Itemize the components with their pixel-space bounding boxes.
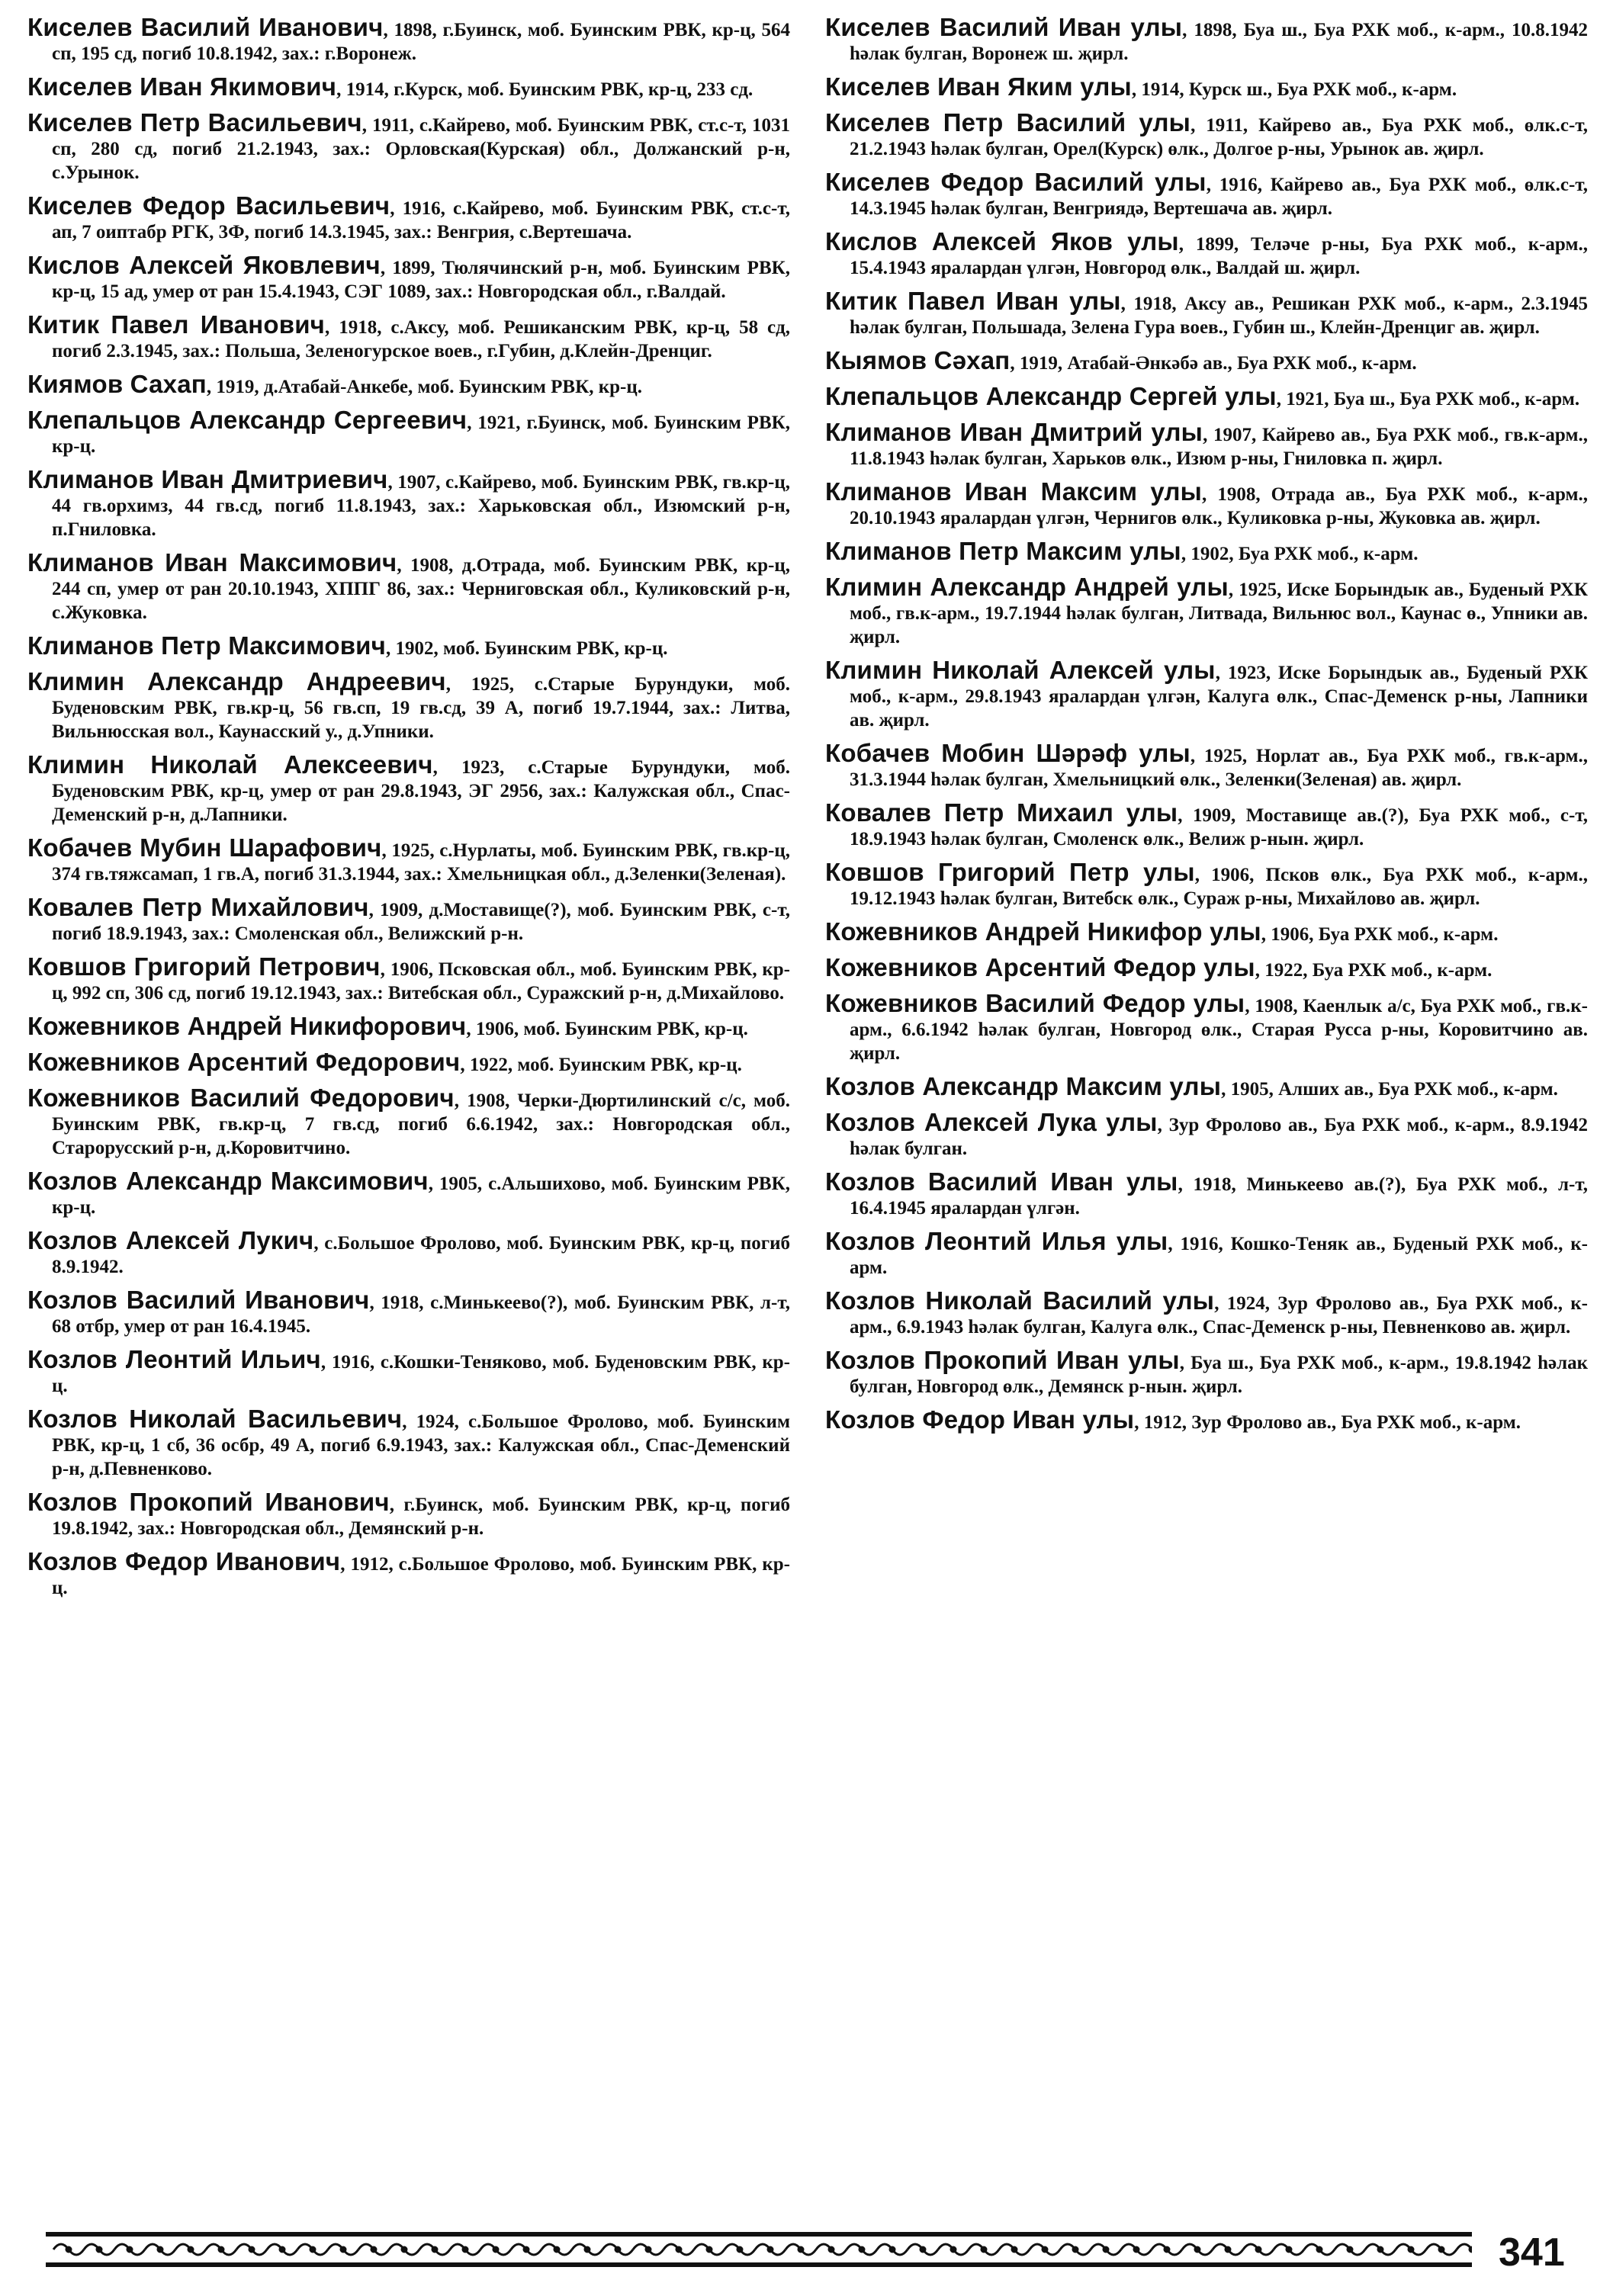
entry-name: Кожевников Арсентий Федорович [27, 1048, 461, 1076]
ornamental-border-icon [46, 2230, 1472, 2269]
entry [27, 667, 790, 743]
entry-name: Ковалев Петр Михайлович [27, 893, 369, 921]
entry-details: , 1916, Кайрево ав., Буа РХК моб., өлк.с-т, 14.3.1945 һәлак булган, Венгриядә, Вертешача ав. җирл. [850, 175, 1589, 219]
entry-details: , 1898, Буа ш., Буа РХК моб., к-арм., 10.8.1942 һәлак булган, Воронеж ш. җирл. [850, 20, 1588, 64]
page-number: 341 [1499, 2230, 1565, 2275]
entry [27, 467, 790, 541]
entry-name: Киселев Василий Иван улы [825, 13, 1183, 41]
entry-name: Климин Александр Андреевич [27, 667, 446, 695]
entry-details: , 1906, Буа РХК моб., к-арм. [1261, 924, 1499, 945]
entry-name: Кожевников Андрей Никифорович [27, 1012, 467, 1040]
entry-details: , 1916, Кошко-Теняк ав., Буденый РХК моб., к-арм. [850, 1234, 1589, 1278]
entry-name: Кожевников Андрей Никифор улы [825, 917, 1261, 946]
entry-name: Козлов Леонтий Ильич [27, 1345, 321, 1373]
entry-details: , 1922, моб. Буинским РВК, кр-ц. [460, 1055, 742, 1075]
entry [27, 833, 790, 886]
entry [27, 548, 790, 625]
entry [825, 227, 1588, 280]
entry-name: Климанов Иван Максимович [27, 548, 397, 576]
entry-name: Козлов Федор Иван улы [825, 1405, 1135, 1434]
entry [825, 1348, 1588, 1398]
entry-details: , 1912, Зур Фролово ав., Буа РХК моб., к-арм. [1134, 1412, 1521, 1433]
entry-name: Козлов Прокопий Иван улы [825, 1346, 1180, 1374]
entry-details: , 1898, г.Буинск, моб. Буинским РВК, кр-ц, 564 сп, 195 сд, погиб 10.8.1942, зах.: г.Воронеж. [52, 20, 790, 64]
entry [27, 408, 790, 458]
entry-name: Климин Николай Алексей улы [825, 656, 1216, 684]
entry [825, 741, 1588, 792]
entry-details: , 1923, Иске Борындык ав., Буденый РХК моб., к-арм., 29.8.1943 яралардан үлгән, Калуга өлк., Спас-Деменск р-ны, Лапники ав. җирл. [850, 663, 1588, 731]
entry [27, 1490, 790, 1540]
entry-details: , 1907, Кайрево ав., Буа РХК моб., гв.к-арм., 11.8.1943 һәлак булган, Харьков өлк., Изюм р-ны, Гниловка п. җирл. [850, 425, 1588, 469]
entry-details: , 1899, Теләче р-ны, Буа РХК моб., к-арм., 15.4.1943 яралардан үлгән, Новгород өлк., Валдай ш. җирл. [850, 234, 1588, 278]
entry [825, 539, 1588, 566]
entry-details: , 1911, Кайрево ав., Буа РХК моб., өлк.с-т, 21.2.1943 һәлак булган, Орел(Курск) өлк., Долгое р-ны, Урынок ав. җирл. [850, 115, 1588, 159]
entry-name: Клепальцов Александр Сергей улы [825, 382, 1277, 410]
entry [825, 1405, 1588, 1434]
entry-name: Козлов Николай Василий улы [825, 1286, 1215, 1315]
entry [27, 1014, 790, 1041]
entry [27, 15, 790, 66]
entry-details: , 1918, Аксу ав., Решикан РХК моб., к-арм., 2.3.1945 һәлак булган, Польшада, Зелена Гура воев., Губин ш., Клейн-Дренциг ав. җирл. [850, 294, 1588, 338]
entry-name: Клепальцов Александр Сергеевич [27, 406, 468, 434]
entry [825, 798, 1588, 851]
entry-details: , 1925, с.Нурлаты, моб. Буинским РВК, гв.кр-ц, 374 гв.тяжсамап, 1 гв.А, погиб 31.3.1944, зах.: Хмельницкая обл., д.Зеленки(Зеленая). [52, 840, 790, 885]
entry-name: Китик Павел Иванович [27, 310, 326, 339]
entry-details: , 1908, д.Отрада, моб. Буинским РВК, кр-ц, 244 сп, умер от ран 20.10.1943, ХППГ 86, зах.: Черниговская обл., Куликовский р-н, с.Жуковка. [52, 555, 790, 623]
entry-name: Киселев Иван Якимович [27, 72, 337, 101]
entry-details: , 1925, Норлат ав., Буа РХК моб., гв.к-арм., 31.3.1944 һәлак булган, Хмельницкий өлк., Зеленки(Зеленая) ав. җирл. [850, 746, 1588, 790]
entry-details: , 1911, с.Кайрево, моб. Буинским РВК, ст.с-т, 1031 сп, 280 сд, погиб 21.2.1943, зах.: Орловская(Курская) обл., Должанский р-н, с.Урынок. [52, 115, 790, 183]
entry-details: , 1924, с.Большое Фролово, моб. Буинским РВК, кр-ц, 1 сб, 36 осбр, 49 А, погиб 6.9.1943, зах.: Калужская обл., Спас-Деменский р-н, д.Певненково. [52, 1411, 790, 1479]
entry-details: , 1918, Минькеево ав.(?), Буа РХК моб., л-т, 16.4.1945 яралардан үлгән. [850, 1174, 1588, 1219]
entry-name: Козлов Алексей Лукич [27, 1226, 314, 1254]
entry-name: Козлов Александр Максимович [27, 1167, 429, 1195]
entry [27, 952, 790, 1005]
entry [825, 289, 1588, 339]
entry [27, 372, 790, 399]
entry-name: Козлов Прокопий Иванович [27, 1488, 390, 1516]
entry-details: , 1909, д.Моставище(?), моб. Буинским РВК, с-т, погиб 18.9.1943, зах.: Смоленская обл., Велижский р-н. [52, 900, 790, 944]
entry-details: , 1921, г.Буинск, моб. Буинским РВК, кр-ц. [52, 413, 790, 457]
entry [825, 955, 1588, 982]
entry-details: , 1918, с.Аксу, моб. Решиканским РВК, кр-ц, 58 сд, погиб 2.3.1945, зах.: Польша, Зеленогурское воев., г.Губин, д.Клейн-Дренциг. [52, 317, 790, 361]
entry-name: Климанов Иван Дмитрий улы [825, 418, 1203, 446]
entry-name: Козлов Василий Иванович [27, 1286, 370, 1314]
entry-details: , 1925, Иске Борындык ав., Буденый РХК моб., гв.к-арм., 19.7.1944 һәлак булган, Литвада, Вильнюс вол., Каунас ө., Упники ав. җирл. [850, 580, 1588, 647]
entry [825, 1110, 1588, 1161]
entry [27, 253, 790, 303]
entry-name: Козлов Василий Иван улы [825, 1167, 1178, 1196]
entry-name: Ковшов Григорий Петр улы [825, 858, 1195, 886]
entry-details: , 1907, с.Кайрево, моб. Буинским РВК, гв.кр-ц, 44 гв.орхимз, 44 гв.сд, погиб 11.8.1943, зах.: Харьковская обл., Изюмский р-н, п.Гниловка. [52, 472, 790, 540]
entry-name: Кобачев Мубин Шарафович [27, 833, 382, 862]
entry [825, 420, 1588, 470]
entry-name: Кожевников Василий Федор улы [825, 989, 1245, 1017]
entry [27, 1086, 790, 1160]
entry-details: , г.Буинск, моб. Буинским РВК, кр-ц, погиб 19.8.1942, зах.: Новгородская обл., Демянский р-н. [52, 1495, 790, 1539]
entry-details: , 1905, с.Альшихово, моб. Буинским РВК, кр-ц. [52, 1174, 790, 1218]
entry-name: Киселев Петр Василий улы [825, 108, 1191, 136]
right-column-tatar [825, 15, 1588, 1443]
entry-name: Ковалев Петр Михаил улы [825, 798, 1178, 827]
entry-name: Ковшов Григорий Петрович [27, 952, 381, 981]
entry-details: , Буа ш., Буа РХК моб., к-арм., 19.8.1942 һәлак булган, Новгород өлк., Демянск р-нын. җирл. [850, 1353, 1589, 1397]
entry-name: Климин Николай Алексеевич [27, 750, 433, 779]
entry-name: Киселев Федор Васильевич [27, 191, 390, 220]
entry [27, 1288, 790, 1338]
entry-name: Козлов Федор Иванович [27, 1547, 341, 1575]
entry [825, 860, 1588, 910]
entry-name: Киселев Иван Яким улы [825, 72, 1132, 101]
entry-details: , 1908, Каенлык а/с, Буа РХК моб., гв.к-арм., 6.6.1942 һәлак булган, Новгород өлк., Старая Русса р-ны, Коровитчино ав. җирл. [850, 996, 1588, 1064]
entry-details: , 1902, моб. Буинским РВК, кр-ц. [386, 638, 668, 659]
entry [825, 1167, 1588, 1220]
entry-details: , 1916, с.Кайрево, моб. Буинским РВК, ст.с-т, ап, 7 оиптабр РГК, 3Ф, погиб 14.3.1945, зах.: Венгрия, с.Вертешача. [52, 198, 790, 242]
entry [825, 1074, 1588, 1101]
entry-details: , 1906, Псков өлк., Буа РХК моб., к-арм., 19.12.1943 һәлак булган, Витебск өлк., Сураж р-ны, Михайлово ав. җирл. [850, 865, 1588, 909]
entry [825, 170, 1588, 220]
entry [27, 750, 790, 827]
entry [27, 72, 790, 101]
entry-name: Климин Александр Андрей улы [825, 573, 1229, 601]
entry [27, 895, 790, 946]
entry-details: , 1916, с.Кошки-Теняково, моб. Буденовским РВК, кр-ц. [52, 1352, 791, 1396]
entry-details: , 1914, г.Курск, моб. Буинским РВК, кр-ц, 233 сд. [336, 79, 753, 100]
entry-details: , 1919, д.Атабай-Анкебе, моб. Буинским РВК, кр-ц. [206, 377, 642, 397]
entry [27, 1549, 790, 1600]
entry-name: Козлов Николай Васильевич [27, 1405, 403, 1433]
entry-name: Климанов Петр Максим улы [825, 537, 1181, 565]
entry [825, 384, 1588, 411]
entry-name: Киямов Сахап [27, 370, 207, 398]
entry [825, 477, 1589, 530]
entry [825, 658, 1588, 732]
entry [27, 191, 790, 244]
entry-name: Киселев Василий Иванович [27, 13, 384, 41]
entry [27, 1050, 790, 1077]
entry-name: Климанов Петр Максимович [27, 631, 387, 660]
entry-details: , 1918, с.Минькеево(?), моб. Буинским РВК, л-т, 68 отбр, умер от ран 16.4.1945. [52, 1293, 790, 1337]
entry-name: Киселев Федор Василий улы [825, 168, 1207, 196]
entry-name: Кожевников Арсентий Федор улы [825, 953, 1255, 981]
entry-name: Кожевников Василий Федорович [27, 1084, 455, 1112]
entry [825, 15, 1588, 66]
entry [825, 348, 1588, 375]
entry [27, 1169, 790, 1219]
entry-details: , 1922, Буа РХК моб., к-арм. [1255, 960, 1493, 981]
entry-details: , 1919, Атабай-Әнкәбә ав., Буа РХК моб., к-арм. [1010, 353, 1417, 374]
entry-details: , 1902, Буа РХК моб., к-арм. [1181, 544, 1419, 564]
entry [825, 575, 1588, 649]
entry-name: Китик Павел Иван улы [825, 287, 1121, 315]
entry [825, 1229, 1588, 1280]
entry [825, 1286, 1588, 1339]
entry-details: , 1906, Псковская обл., моб. Буинским РВК, кр-ц, 992 сп, 306 сд, погиб 19.12.1943, зах.: Витебская обл., Суражский р-н, д.Михайлово. [52, 959, 790, 1003]
entry-details: , 1925, с.Старые Бурундуки, моб. Буденовским РВК, гв.кр-ц, 56 гв.сп, 19 гв.сд, 39 А, погиб 19.7.1944, зах.: Литва, Вильнюсская вол., Каунасский у., д.Упники. [52, 674, 790, 742]
entry-name: Киселев Петр Васильевич [27, 108, 362, 136]
entry-details: , 1912, с.Большое Фролово, моб. Буинским РВК, кр-ц. [52, 1554, 791, 1598]
entry-name: Кислов Алексей Яковлевич [27, 251, 381, 279]
entry-name: Козлов Алексей Лука улы [825, 1108, 1158, 1136]
entry-details: , 1906, моб. Буинским РВК, кр-ц. [466, 1019, 748, 1039]
entry-details: , с.Большое Фролово, моб. Буинским РВК, кр-ц, погиб 8.9.1942. [52, 1233, 790, 1277]
entry-details: , 1924, Зур Фролово ав., Буа РХК моб., к-арм., 6.9.1943 һәлак булган, Калуга өлк., Спас-Деменск р-ны, Певненково ав. җирл. [850, 1293, 1588, 1337]
entry [27, 1407, 790, 1481]
entry-details: , 1921, Буа ш., Буа РХК моб., к-арм. [1276, 389, 1580, 409]
entry-details: , 1908, Отрада ав., Буа РХК моб., к-арм., 20.10.1943 яралардан үлгән, Чернигов өлк., Куликовка р-ны, Жуковка ав. җирл. [850, 484, 1589, 528]
entry-details: , Зур Фролово ав., Буа РХК моб., к-арм., 8.9.1942 һәлак булган. [850, 1115, 1589, 1159]
entry [27, 108, 790, 185]
footer-ornament [46, 2230, 1472, 2269]
entry-name: Козлов Леонтий Илья улы [825, 1227, 1168, 1255]
left-column-russian [27, 15, 790, 1609]
entry [27, 310, 790, 363]
entry-details: , 1905, Алших ав., Буа РХК моб., к-арм. [1221, 1079, 1558, 1100]
entry-details: , 1914, Курск ш., Буа РХК моб., к-арм. [1131, 79, 1457, 100]
entry-name: Кислов Алексей Яков улы [825, 227, 1179, 255]
entry-details: , 1909, Моставище ав.(?), Буа РХК моб., с-т, 18.9.1943 һәлак булган, Смоленск өлк., Велиж р-нын. җирл. [850, 805, 1588, 849]
entry-details: , 1923, с.Старые Бурундуки, моб. Буденовским РВК, кр-ц, умер от ран 29.8.1943, ЭГ 2956, зах.: Калужская обл., Спас-Деменский р-н, д.Лапники. [52, 757, 790, 825]
entry-details: , 1908, Черки-Дюртилинский с/с, моб. Буинским РВК, гв.кр-ц, 7 гв.сд, погиб 6.6.1942, зах.: Новгородская обл., Старорусский р-н, д.Коровитчино. [52, 1090, 790, 1158]
entry-name: Климанов Иван Дмитриевич [27, 465, 388, 493]
entry [27, 631, 790, 660]
entry [825, 72, 1588, 101]
entry-name: Кобачев Мобин Шәрәф улы [825, 739, 1190, 767]
entry-name: Климанов Иван Максим улы [825, 477, 1203, 506]
entry [825, 917, 1588, 946]
entry-name: Кыямов Сәхап [825, 346, 1011, 374]
entry [27, 1347, 790, 1398]
entry [27, 1228, 790, 1279]
entry [825, 991, 1588, 1065]
entry [825, 108, 1588, 161]
entry-details: , 1899, Тюлячинский р-н, моб. Буинским РВК, кр-ц, 15 ад, умер от ран 15.4.1943, СЭГ 1089, зах.: Новгородская обл., г.Валдай. [52, 258, 790, 302]
entry-name: Козлов Александр Максим улы [825, 1072, 1222, 1100]
